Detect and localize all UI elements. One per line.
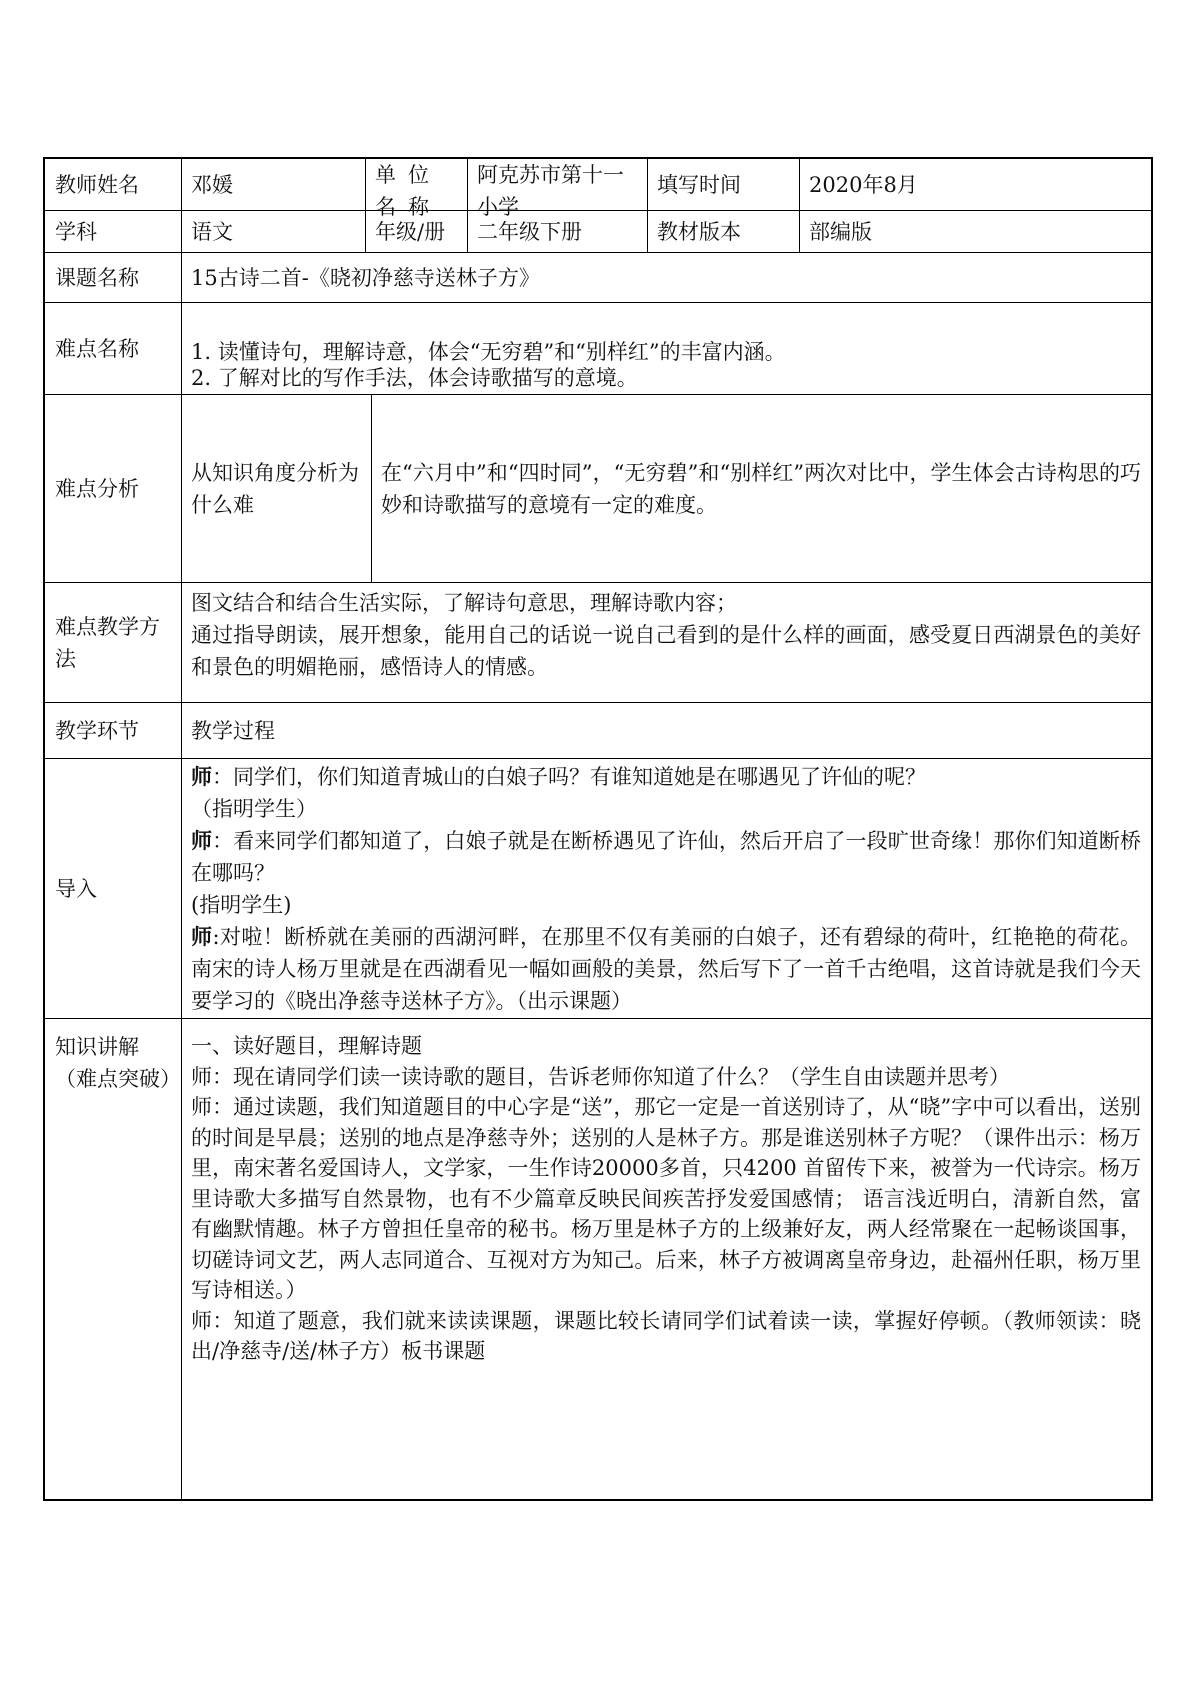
- teacher-tag: 师: [191, 924, 213, 949]
- difficulty-item-2: 2. 了解对比的写作手法，体会诗歌描写的意境。: [191, 366, 638, 390]
- teacher-label: 教师姓名: [55, 172, 139, 197]
- analysis-text: 在“六月中”和“四时同”，“无穷碧”和“别样红”两次对比中，学生体会古诗构思的巧妙和诗歌描写的意境有一定的难度。: [381, 460, 1141, 517]
- edition-label: 教材版本: [657, 219, 741, 244]
- analysis-label: 难点分析: [55, 476, 139, 501]
- intro-label: 导入: [55, 876, 97, 901]
- intro-p5: :对啦！断桥就在美丽的西湖河畔，在那里不仅有美丽的白娘子，还有碧绿的荷叶，红艳艳的荷花。南宋的诗人杨万里就是在西湖看见一幅如画般的美景，然后写下了一首千古绝唱，这首诗就是我们今天要学习的《晓出净慈寺送林子方》。（出示课题）: [191, 925, 1142, 1013]
- row-method: [45, 583, 1151, 703]
- difficulty-label: 难点名称: [55, 336, 139, 361]
- topic-value: 15古诗二首-《晓初净慈寺送林子方》: [191, 265, 540, 290]
- row-intro: [45, 759, 1151, 1019]
- knowledge-line-4: 师：知道了题意，我们就来读读课题，课题比较长请同学们试着读一读，掌握好停顿。（教师领读：晓出/净慈寺/送/林子方）板书课题: [191, 1308, 1141, 1363]
- subject-label: 学科: [55, 219, 97, 244]
- intro-text: [181, 759, 1151, 1018]
- row-difficulty: [45, 303, 1151, 395]
- intro-p1: ：同学们，你们知道青城山的白娘子吗？有谁知道她是在哪遇见了许仙的呢？: [212, 765, 926, 789]
- topic-label: 课题名称: [55, 265, 139, 290]
- row-teacher: [45, 159, 1151, 219]
- method-line-1: 图文结合和结合生活实际，了解诗句意思，理解诗歌内容；: [191, 591, 737, 615]
- date-value: 2020年8月: [809, 172, 918, 197]
- teacher-value: 邓媛: [191, 172, 233, 197]
- knowledge-line-3: 师：通过读题，我们知道题目的中心字是“送”，那它一定是一首送别诗了，从“晓”字中可以看出，送别的时间是早晨；送别的地点是净慈寺外；送别的人是林子方。那是谁送别林子方呢？（课件出示：杨万里，南宋著名爱国诗人，文学家，一生作诗20000多首，只4200 首留传下来，被誉为一代诗宗。杨万里诗歌大多描写自然景物，也有不少篇章反映民间疾苦抒发爱国感情； 语言浅近明白，清新自然，富有幽默情趣。林子方曾担任皇帝的秘书。杨万里是林子方的上级兼好友，两人经常聚在一起畅谈国事，切磋诗词文艺，两人志同道合、互视对方为知己。后来，林子方被调离皇帝身边，赴福州任职，杨万里写诗相送。）: [191, 1095, 1141, 1302]
- knowledge-text: [181, 1019, 1151, 1499]
- intro-p4: (指明学生): [191, 893, 292, 917]
- edition-value: 部编版: [809, 219, 872, 244]
- row-knowledge: [45, 1019, 1151, 1499]
- intro-p3: ：看来同学们都知道了，白娘子就是在断桥遇见了许仙，然后开启了一段旷世奇缘！那你们知道断桥在哪吗？: [191, 829, 1142, 885]
- row-analysis: [45, 395, 1151, 583]
- date-label: 填写时间: [657, 172, 741, 197]
- method-line-2: 通过指导朗读，展开想象，能用自己的话说一说自己看到的是什么样的画面，感受夏日西湖景色的美好和景色的明媚艳丽，感悟诗人的情感。: [191, 623, 1141, 679]
- analysis-sub-label: 从知识角度分析为什么难: [191, 460, 359, 517]
- unit-value: 阿克苏市第十一小学: [477, 163, 624, 219]
- knowledge-label: 知识讲解（难点突破）: [55, 1035, 181, 1091]
- knowledge-line-2: 师：现在请同学们读一读诗歌的题目，告诉老师你知道了什么？（学生自由读题并思考）: [191, 1064, 1010, 1089]
- subject-value: 语文: [191, 219, 233, 244]
- row-process-header: [45, 703, 1151, 759]
- intro-p2: （指明学生）: [191, 797, 317, 821]
- process-value: 教学过程: [191, 718, 275, 743]
- knowledge-line-1: 一、读好题目，理解诗题: [191, 1034, 422, 1058]
- process-label: 教学环节: [55, 718, 139, 743]
- grade-label: 年级/册: [375, 219, 446, 244]
- difficulty-item-1: 1. 读懂诗句，理解诗意，体会“无穷碧”和“别样红”的丰富内涵。: [191, 340, 786, 364]
- difficulty-list: [181, 303, 1151, 394]
- unit-label: 单位名称: [375, 163, 441, 219]
- teacher-tag: 师: [191, 764, 212, 789]
- method-label: 难点教学方法: [55, 614, 160, 671]
- row-topic: [45, 253, 1151, 303]
- lesson-plan-table: [43, 157, 1153, 1501]
- row-subject: [45, 211, 1151, 253]
- teacher-tag: 师: [191, 828, 213, 853]
- method-text: [181, 583, 1151, 702]
- grade-value: 二年级下册: [477, 219, 582, 244]
